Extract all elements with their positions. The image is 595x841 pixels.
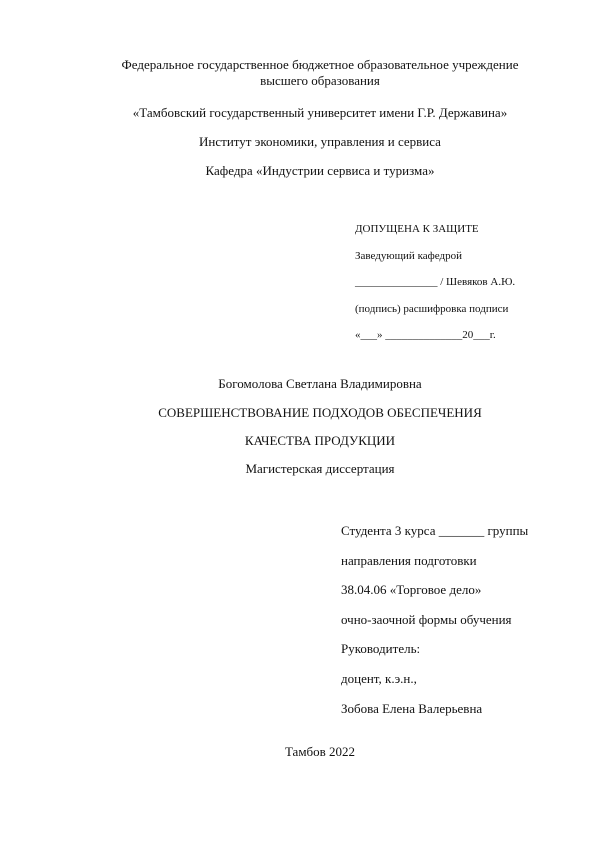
- approval-role: Заведующий кафедрой: [355, 249, 462, 262]
- supervisor-degree: доцент, к.э.н.,: [341, 670, 417, 686]
- department-name: Кафедра «Индустрии сервиса и туризма»: [205, 163, 435, 178]
- student-direction-label: направления подготовки: [341, 552, 477, 568]
- author-name: Богомолова Светлана Владимировна: [218, 376, 422, 391]
- student-study-form: очно-заочной формы обучения: [341, 611, 512, 627]
- student-direction-code: 38.04.06 «Торговое дело»: [341, 582, 482, 598]
- signature-caption: (подпись) расшифровка подписи: [355, 302, 509, 315]
- student-info-block: [341, 516, 528, 723]
- organization-name: [60, 57, 580, 89]
- university-name: «Тамбовский государственный университет имени Г.Р. Державина»: [132, 105, 508, 120]
- thesis-title-line-1: СОВЕРШЕНСТВОВАНИЕ ПОДХОДОВ ОБЕСПЕЧЕНИЯ: [158, 405, 482, 420]
- institute-name: Институт экономики, управления и сервиса: [199, 134, 441, 149]
- organization-line-1: Федеральное государственное бюджетное образовательное учреждение: [121, 57, 519, 72]
- supervisor-label: Руководитель:: [341, 641, 421, 657]
- student-group-line: Студента 3 курса _______ группы: [341, 523, 529, 538]
- city-year: Тамбов 2022: [284, 744, 356, 759]
- approval-title: ДОПУЩЕНА К ЗАЩИТЕ: [355, 223, 479, 235]
- thesis-type: Магистерская диссертация: [245, 461, 395, 476]
- approval-block: [355, 216, 515, 349]
- approval-date-line: «___» ______________20___г.: [355, 329, 496, 342]
- organization-line-2: высшего образования: [260, 73, 380, 88]
- supervisor-name: Зобова Елена Валерьевна: [341, 700, 483, 716]
- signature-line: _______________ / Шевяков А.Ю.: [355, 276, 516, 289]
- thesis-title-line-2: КАЧЕСТВА ПРОДУКЦИИ: [244, 433, 396, 448]
